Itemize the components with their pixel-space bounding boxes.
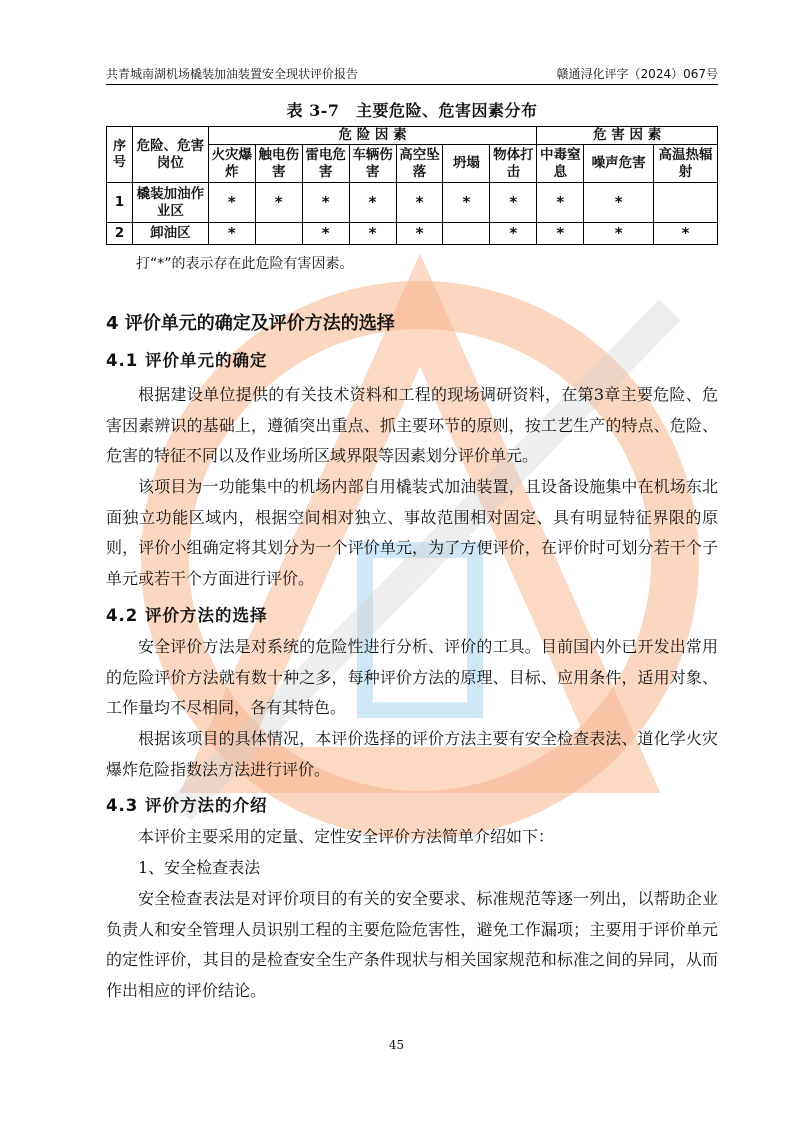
section-4-3-paragraph-2: 安全检查表法是对评价项目的有关的安全要求、标准规范等逐一列出，以帮助企业负责人和安全管理人员识别工程的主要危险危害性，避免工作漏项；主要用于评价单元的定性评价，其目的是检查安全生产条件现状与相关国家规范和标准之间的异同，从而作出相应的评价结论。 <box>106 889 718 1000</box>
factor-cell: 触电伤害 <box>255 145 302 183</box>
section-4-heading: 4 评价单元的确定及评价方法的选择 <box>106 313 395 334</box>
factor-cell: 噪声危害 <box>584 145 654 183</box>
factor-cell: 高温热辐射 <box>654 145 718 183</box>
table-row <box>107 183 718 223</box>
mark-cell: * <box>349 223 396 245</box>
row-post: 卸油区 <box>132 223 208 245</box>
factor-cell: 中毒窒息 <box>537 145 584 183</box>
mark-cell: * <box>349 183 396 223</box>
factor-cell: 车辆伤害 <box>349 145 396 183</box>
header-seq: 序号 <box>107 127 133 183</box>
mark-cell <box>443 223 490 245</box>
table-title: 表 3-7 主要危险、危害因素分布 <box>286 101 538 120</box>
mark-cell <box>654 183 718 223</box>
factor-cell: 高空坠落 <box>396 145 443 183</box>
factor-cell: 雷电危害 <box>302 145 349 183</box>
factor-cell: 火灾爆炸 <box>208 145 255 183</box>
factor-cell: 物体打击 <box>490 145 537 183</box>
mark-cell: * <box>584 223 654 245</box>
mark-cell <box>255 223 302 245</box>
table-row <box>107 223 718 245</box>
mark-cell: * <box>396 223 443 245</box>
table-note: 打“*”的表示存在此危险有害因素。 <box>136 256 354 272</box>
mark-cell: * <box>208 223 255 245</box>
mark-cell: * <box>396 183 443 223</box>
mark-cell: * <box>490 223 537 245</box>
section-4-1-heading: 4.1 评价单元的确定 <box>106 351 268 370</box>
page-header <box>106 66 718 85</box>
mark-cell: * <box>537 183 584 223</box>
mark-cell: * <box>490 183 537 223</box>
section-4-1-paragraph-1: 根据建设单位提供的有关技术资料和工程的现场调研资料，在第3章主要危险、危害因素辨识的基础上，遵循突出重点、抓主要环节的原则，按工艺生产的特点、危险、危害的特征不同以及作业场所区域界限等因素划分评价单元。 <box>106 385 718 465</box>
row-post: 橇装加油作业区 <box>132 183 208 223</box>
header-report-title: 共青城南湖机场橇装加油装置安全现状评价报告 <box>106 67 359 81</box>
section-4-2-paragraph-1: 安全评价方法是对系统的危险性进行分析、评价的工具。目前国内外已开发出常用的危险评价方法就有数十种之多，每种评价方法的原理、目标、应用条件，适用对象、工作量均不尽相同，各有其特色。 <box>106 637 718 717</box>
section-4-2-paragraph-2: 根据该项目的具体情况，本评价选择的评价方法主要有安全检查表法、道化学火灾爆炸危险指数法方法进行评价。 <box>106 729 718 779</box>
mark-cell: * <box>208 183 255 223</box>
section-4-3-heading: 4.3 评价方法的介绍 <box>106 796 268 815</box>
hazard-distribution-table <box>106 126 718 245</box>
section-4-3-item-1: 1、安全检查表法 <box>138 858 261 877</box>
mark-cell: * <box>255 183 302 223</box>
section-4-2-heading: 4.2 评价方法的选择 <box>106 606 268 625</box>
row-seq: 2 <box>107 223 133 245</box>
header-post: 危险、危害岗位 <box>132 127 208 183</box>
mark-cell: * <box>302 223 349 245</box>
header-danger-factors: 危 险 因 素 <box>208 127 536 145</box>
section-4-1-paragraph-2: 该项目为一功能集中的机场内部自用橇装式加油装置，且设备设施集中在机场东北面独立功能区域内，根据空间相对独立、事故范围相对固定、具有明显特征界限的原则，评价小组确定将其划分为一个评价单元，为了方便评价，在评价时可划分若干个子单元或若干个方面进行评价。 <box>106 477 718 588</box>
header-document-number: 赣通浔化评字（2024）067号 <box>556 67 718 81</box>
mark-cell: * <box>443 183 490 223</box>
mark-cell: * <box>584 183 654 223</box>
page-number: 45 <box>388 1038 405 1052</box>
header-harm-factors: 危 害 因 素 <box>537 127 718 145</box>
row-seq: 1 <box>107 183 133 223</box>
mark-cell: * <box>302 183 349 223</box>
section-4-3-paragraph-1: 本评价主要采用的定量、定性安全评价方法简单介绍如下： <box>138 827 555 846</box>
table-header-row <box>107 127 718 145</box>
mark-cell: * <box>654 223 718 245</box>
factor-cell: 坍塌 <box>443 145 490 183</box>
mark-cell: * <box>537 223 584 245</box>
